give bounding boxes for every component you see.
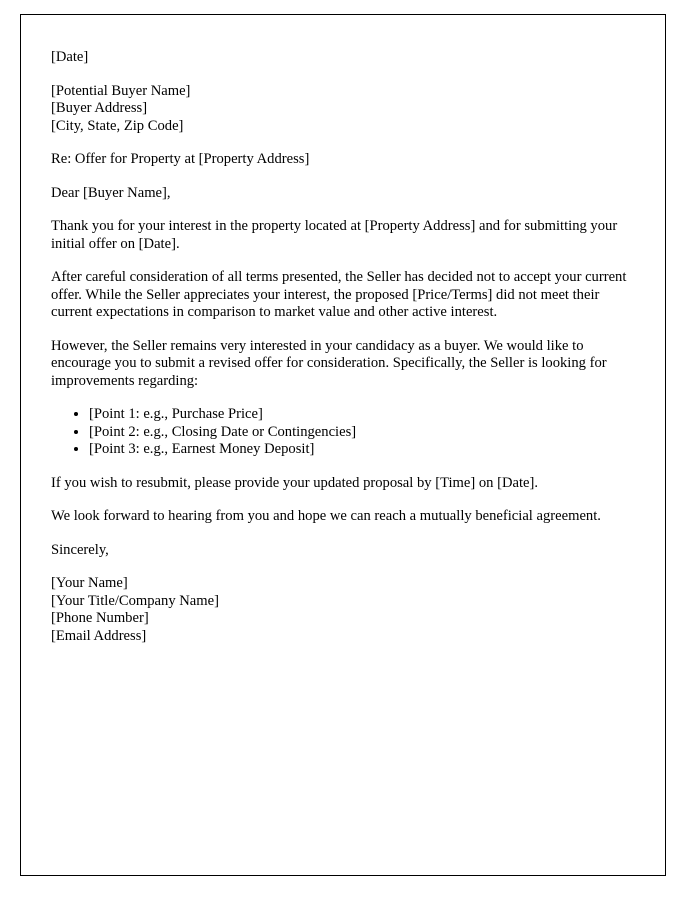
- list-item: • [Point 2: e.g., Closing Date or Contingencies]: [89, 424, 635, 442]
- date-line: [Date]: [51, 49, 89, 65]
- list-item: • [Point 3: e.g., Earnest Money Deposit]: [89, 441, 635, 459]
- recipient-name: [Potential Buyer Name]: [51, 82, 191, 99]
- paragraph-resubmit: If you wish to resubmit, please provide your updated proposal by [Time] on [Date].: [51, 474, 539, 491]
- paragraph-encourage: However, the Seller remains very interested in your candidacy as a buyer. We would like to encourage you to submit a revised offer for consideration. Specifically, the Seller is looking for improvements regarding:: [51, 337, 607, 389]
- recipient-block: [51, 83, 635, 136]
- valediction: Sincerely,: [51, 541, 109, 558]
- paragraph-decision: After careful consideration of all terms presented, the Seller has decided not to accept your current offer. While the Seller appreciates your interest, the proposed [Price/Terms] did not meet their current expectations in comparison to market value and other active interest.: [51, 269, 627, 320]
- signature-block: [51, 575, 635, 645]
- letter-page: [20, 14, 666, 876]
- signature-email: [Email Address]: [51, 627, 147, 644]
- signature-name: [Your Name]: [51, 575, 128, 591]
- paragraph-thanks: Thank you for your interest in the property located at [Property Address] and for submitting your initial offer on [Date].: [51, 218, 618, 252]
- recipient-city-state-zip: [City, State, Zip Code]: [51, 117, 184, 134]
- improvement-points-list: [51, 406, 635, 459]
- signature-title-company: [Your Title/Company Name]: [51, 592, 219, 609]
- signature-phone: [Phone Number]: [51, 610, 149, 626]
- recipient-address: [Buyer Address]: [51, 100, 148, 116]
- subject-line: Re: Offer for Property at [Property Address]: [51, 151, 310, 167]
- salutation: Dear [Buyer Name],: [51, 184, 171, 201]
- list-item: • [Point 1: e.g., Purchase Price]: [89, 406, 635, 424]
- paragraph-closing: We look forward to hearing from you and hope we can reach a mutually beneficial agreement.: [51, 508, 601, 524]
